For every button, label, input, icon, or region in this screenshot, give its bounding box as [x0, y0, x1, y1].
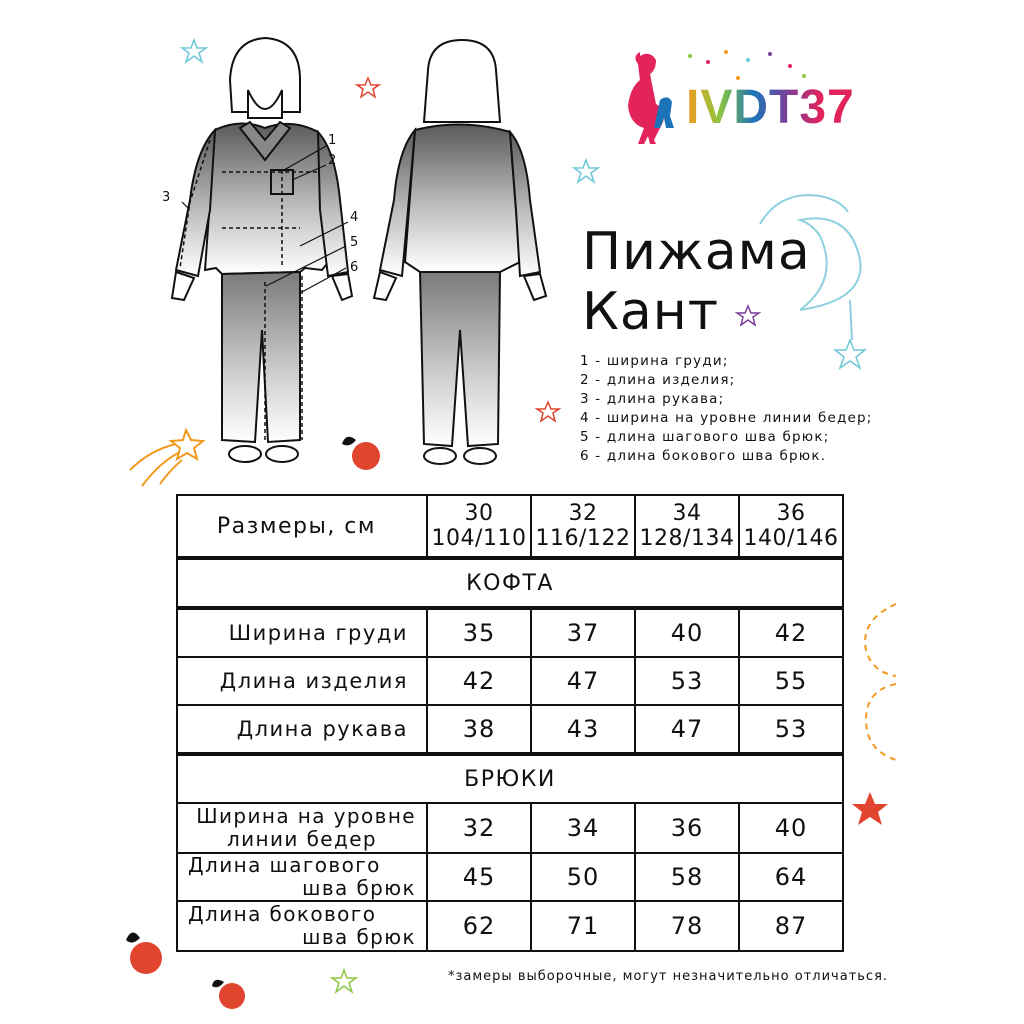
row-label-line-2: шва брюк: [302, 876, 416, 900]
brand-logo: [686, 78, 855, 138]
table-cell: 37: [530, 608, 636, 658]
table-cell: 87: [738, 900, 844, 952]
table-cell: 43: [530, 704, 636, 754]
back-pajama-figure: [374, 40, 546, 464]
logo-icon: [628, 52, 674, 144]
table-cell: 78: [634, 900, 740, 952]
shooting-star-icon: [130, 430, 203, 486]
measurement-legend: [580, 352, 873, 466]
table-cell: 42: [738, 608, 844, 658]
table-cell: 40: [738, 802, 844, 854]
row-label-line-1: Длина шагового: [188, 853, 381, 877]
legend-item: 1 - ширина груди;: [580, 353, 729, 369]
table-cell: 53: [634, 656, 740, 706]
legend-item: 4 - ширина на уровне линии бедер;: [580, 410, 873, 426]
row-label-line-1: Длина бокового: [188, 902, 377, 926]
diagram-number: 1: [328, 133, 337, 148]
row-label: [176, 802, 428, 854]
title-line-1: Пижама: [582, 222, 811, 282]
table-cell: 47: [530, 656, 636, 706]
row-label: Ширина груди: [176, 608, 428, 658]
table-cell: 58: [634, 852, 740, 902]
table-cell: 62: [426, 900, 532, 952]
size-column-header: [634, 494, 740, 558]
table-cell: 71: [530, 900, 636, 952]
diagram-number: 4: [350, 210, 359, 225]
legend-item: 5 - длина шагового шва брюк;: [580, 429, 830, 445]
size-height: 140/146: [743, 526, 839, 551]
table-cell: 36: [634, 802, 740, 854]
section-header-bottom: БРЮКИ: [176, 754, 844, 804]
star-icon: [852, 792, 888, 825]
table-cell: 40: [634, 608, 740, 658]
table-cell: 47: [634, 704, 740, 754]
page-title: [582, 222, 811, 342]
table-cell: 35: [426, 608, 532, 658]
table-cell: 55: [738, 656, 844, 706]
diagram-number: 5: [350, 235, 359, 250]
legend-item: 3 - длина рукава;: [580, 391, 725, 407]
brand-logo-text: IVDT37: [686, 81, 855, 134]
table-cell: 64: [738, 852, 844, 902]
table-cell: 53: [738, 704, 844, 754]
row-label: Длина рукава: [176, 704, 428, 754]
section-header-top: КОФТА: [176, 558, 844, 608]
size-number: 32: [568, 501, 598, 526]
diagram-number: 3: [162, 190, 171, 205]
table-cell: 34: [530, 802, 636, 854]
table-cell: 50: [530, 852, 636, 902]
diagram-number: 2: [328, 153, 337, 168]
decor-dashes: [865, 604, 896, 760]
size-column-header: [738, 494, 844, 558]
table-cell: 38: [426, 704, 532, 754]
row-label-line-1: Ширина на уровне: [196, 804, 416, 828]
size-number: 34: [672, 501, 702, 526]
size-column-header: [426, 494, 532, 558]
size-number: 36: [776, 501, 806, 526]
table-cell: 42: [426, 656, 532, 706]
table-cell: 45: [426, 852, 532, 902]
legend-item: 2 - длина изделия;: [580, 372, 736, 388]
row-label: Длина изделия: [176, 656, 428, 706]
size-number: 30: [464, 501, 494, 526]
row-label: [176, 900, 428, 952]
row-label-line-2: шва брюк: [302, 925, 416, 949]
table-cell: 32: [426, 802, 532, 854]
table-header-label: Размеры, см: [176, 494, 428, 558]
size-height: 128/134: [639, 526, 735, 551]
sparkles: [688, 50, 806, 80]
size-column-header: [530, 494, 636, 558]
row-label: [176, 852, 428, 902]
footnote: *замеры выборочные, могут незначительно отличаться.: [448, 969, 889, 984]
title-line-2: Кант: [582, 282, 720, 342]
diagram-number: 6: [350, 260, 359, 275]
front-pajama-figure: [172, 38, 352, 462]
size-height: 116/122: [535, 526, 631, 551]
legend-item: 6 - длина бокового шва брюк.: [580, 448, 827, 464]
row-label-line-2: линии бедер: [226, 827, 378, 851]
size-height: 104/110: [431, 526, 527, 551]
